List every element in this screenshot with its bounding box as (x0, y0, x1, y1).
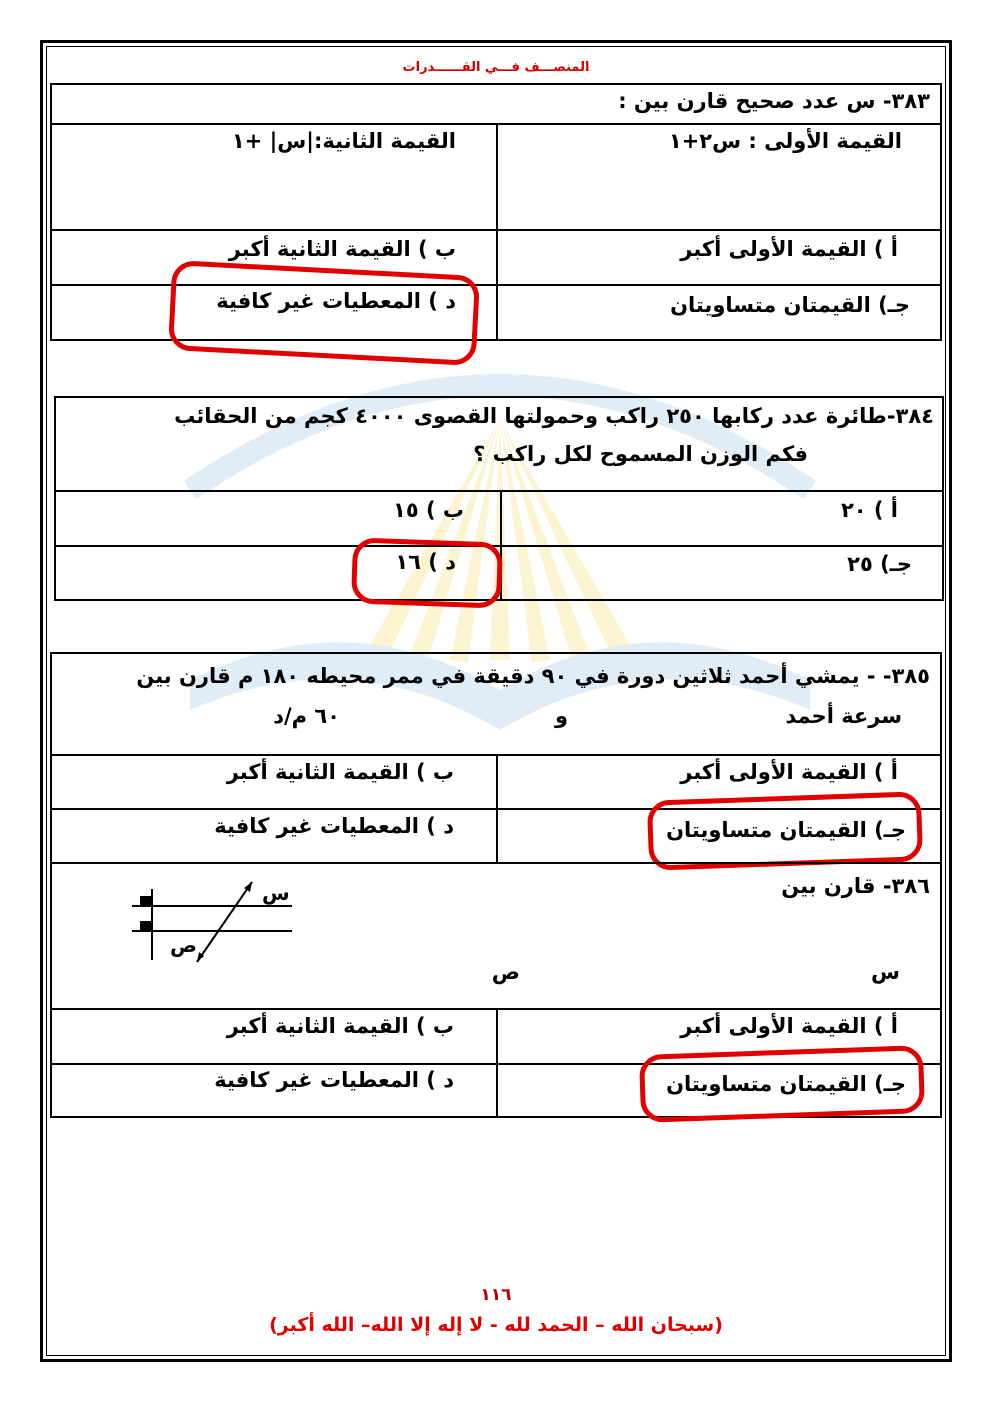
q385-option-b[interactable]: ب ) القيمة الثانية أكبر (226, 760, 454, 784)
parallel-lines-figure (122, 874, 372, 974)
q383-value-1: القيمة الأولى : س٢+١ (668, 129, 902, 153)
q385-option-a[interactable]: أ ) القيمة الأولى أكبر (680, 760, 898, 784)
answer-highlight-q383 (168, 260, 480, 366)
q385-value-2: ٦٠ م/د (273, 704, 340, 728)
q386-option-d[interactable]: د ) المعطيات غير كافية (214, 1068, 454, 1092)
q386-option-a[interactable]: أ ) القيمة الأولى أكبر (680, 1014, 898, 1038)
answer-highlight-q386 (639, 1045, 925, 1123)
question-384-line2: فكم الوزن المسموح لكل راكب ؟ (473, 442, 808, 466)
q384-option-b[interactable]: ب ) ١٥ (393, 498, 464, 522)
question-386-text: ٣٨٦- قارن بين (781, 874, 930, 898)
page-number: ١١٦ (480, 1285, 512, 1305)
q384-option-c[interactable]: جـ) ٢٥ (847, 552, 912, 576)
q386-value-1: س (871, 960, 900, 984)
q383-value-2: القيمة الثانية:|س| +١ (231, 129, 456, 153)
question-384-line1: ٣٨٤-طائرة عدد ركابها ٢٥٠ راكب وحمولتها القصوى ٤٠٠٠ كجم من الحقائب (174, 404, 934, 428)
q385-option-c[interactable]: جـ) القيمتان متساويتان (666, 818, 906, 842)
figure-label-s: س (262, 881, 290, 905)
q383-option-d[interactable]: د ) المعطيات غير كافية (216, 289, 456, 313)
question-385-line1: ٣٨٥- - يمشي أحمد ثلاثين دورة في ٩٠ دقيقة في ممر محيطه ١٨٠ م قارن بين (136, 664, 930, 688)
answer-highlight-q384 (351, 537, 503, 608)
q386-option-b[interactable]: ب ) القيمة الثانية أكبر (226, 1014, 454, 1038)
q385-value-1: سرعة أحمد (785, 704, 902, 728)
q383-option-a[interactable]: أ ) القيمة الأولى أكبر (680, 237, 898, 261)
answer-highlight-q385 (647, 791, 923, 871)
q384-option-a[interactable]: أ ) ٢٠ (840, 498, 898, 522)
q385-option-d[interactable]: د ) المعطيات غير كافية (214, 814, 454, 838)
book-title: المنصـــف فـــي القــــــدرات (402, 60, 590, 75)
q383-option-b[interactable]: ب ) القيمة الثانية أكبر (228, 237, 456, 261)
q385-and: و (554, 704, 568, 728)
q383-option-c[interactable]: جـ) القيمتان متساويتان (670, 293, 910, 317)
q386-option-c[interactable]: جـ) القيمتان متساويتان (666, 1072, 906, 1096)
footer-dua: (سبحان الله – الحمد لله - لا إله إلا الله– الله أكبر) (269, 1314, 723, 1336)
q384-option-d[interactable]: د ) ١٦ (395, 550, 456, 574)
question-383-text: ٣٨٣- س عدد صحيح قارن بين : (618, 89, 930, 113)
q386-value-2: ص (491, 960, 520, 984)
figure-label-p: ص (170, 933, 197, 957)
